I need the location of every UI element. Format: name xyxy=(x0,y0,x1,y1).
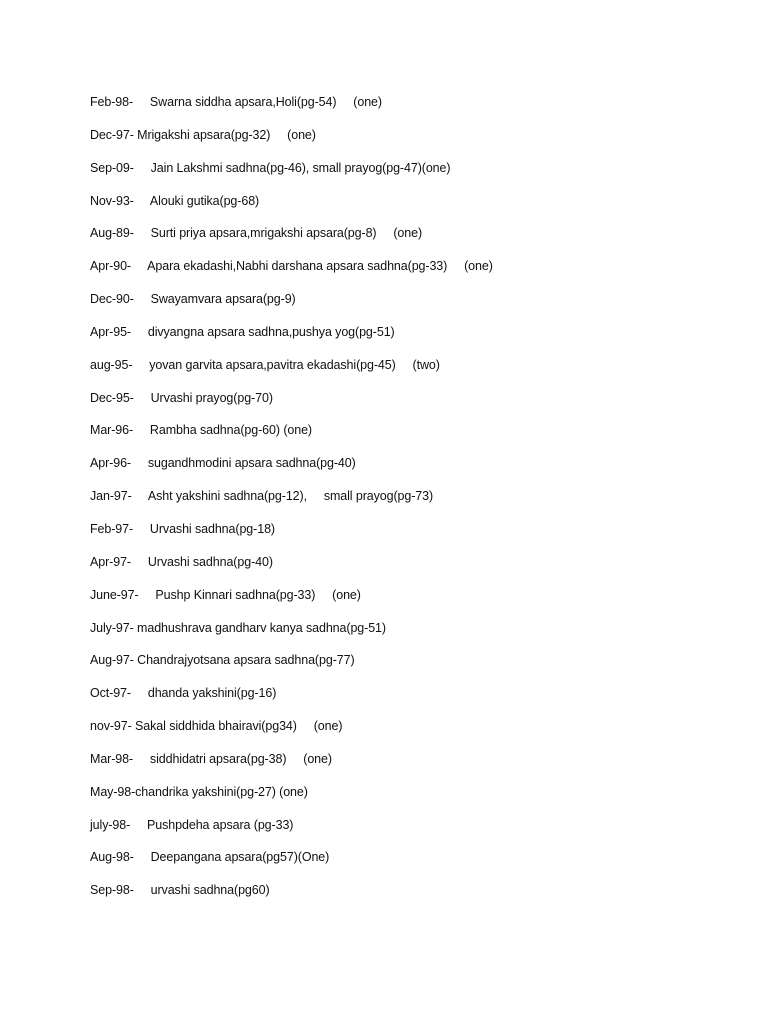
list-item: Aug-98- Deepangana apsara(pg57)(One) xyxy=(90,850,330,865)
list-item: Feb-98- Swarna siddha apsara,Holi(pg-54) (one) xyxy=(90,95,382,109)
list-item: Sep-98- urvashi sadhna(pg60) xyxy=(90,883,270,898)
list-item: Feb-97- Urvashi sadhna(pg-18) xyxy=(90,521,275,536)
list-item: Apr-95- divyangna apsara sadhna,pushya yog(pg-51) xyxy=(90,324,395,339)
list-item: Nov-93- Alouki gutika(pg-68) xyxy=(90,193,260,208)
list-item: Apr-96- sugandhmodini apsara sadhna(pg-40) xyxy=(90,456,356,471)
list-item: Aug-97- Chandrajyotsana apsara sadhna(pg-77) xyxy=(90,653,355,668)
list-item: Mar-98- siddhidatri apsara(pg-38) (one) xyxy=(90,751,332,766)
list-item: Apr-97- Urvashi sadhna(pg-40) xyxy=(90,554,273,569)
list-item: Dec-90- Swayamvara apsara(pg-9) xyxy=(90,292,296,307)
list-item: June-97- Pushp Kinnari sadhna(pg-33) (one) xyxy=(90,587,361,602)
list-item: nov-97- Sakal siddhida bhairavi(pg34) (one) xyxy=(90,719,343,734)
list-item: Apr-90- Apara ekadashi,Nabhi darshana apsara sadhna(pg-33) (one) xyxy=(90,259,493,274)
list-item: aug-95- yovan garvita apsara,pavitra ekadashi(pg-45) (two) xyxy=(90,357,440,372)
list-item: May-98-chandrika yakshini(pg-27) (one) xyxy=(90,784,308,799)
list-item: Mar-96- Rambha sadhna(pg-60) (one) xyxy=(90,423,312,438)
entry-list xyxy=(90,91,730,912)
list-item: Jan-97- Asht yakshini sadhna(pg-12), small prayog(pg-73) xyxy=(90,489,434,504)
list-item: Dec-97- Mrigakshi apsara(pg-32) (one) xyxy=(90,127,316,142)
list-item: Oct-97- dhanda yakshini(pg-16) xyxy=(90,686,277,701)
list-item: Aug-89- Surti priya apsara,mrigakshi apsara(pg-8) (one) xyxy=(90,226,423,241)
list-item: Sep-09- Jain Lakshmi sadhna(pg-46), small prayog(pg-47)(one) xyxy=(90,160,451,175)
list-item: July-97- madhushrava gandharv kanya sadhna(pg-51) xyxy=(90,620,386,635)
list-item: Dec-95- Urvashi prayog(pg-70) xyxy=(90,390,273,405)
list-item: july-98- Pushpdeha apsara (pg-33) xyxy=(90,817,294,832)
